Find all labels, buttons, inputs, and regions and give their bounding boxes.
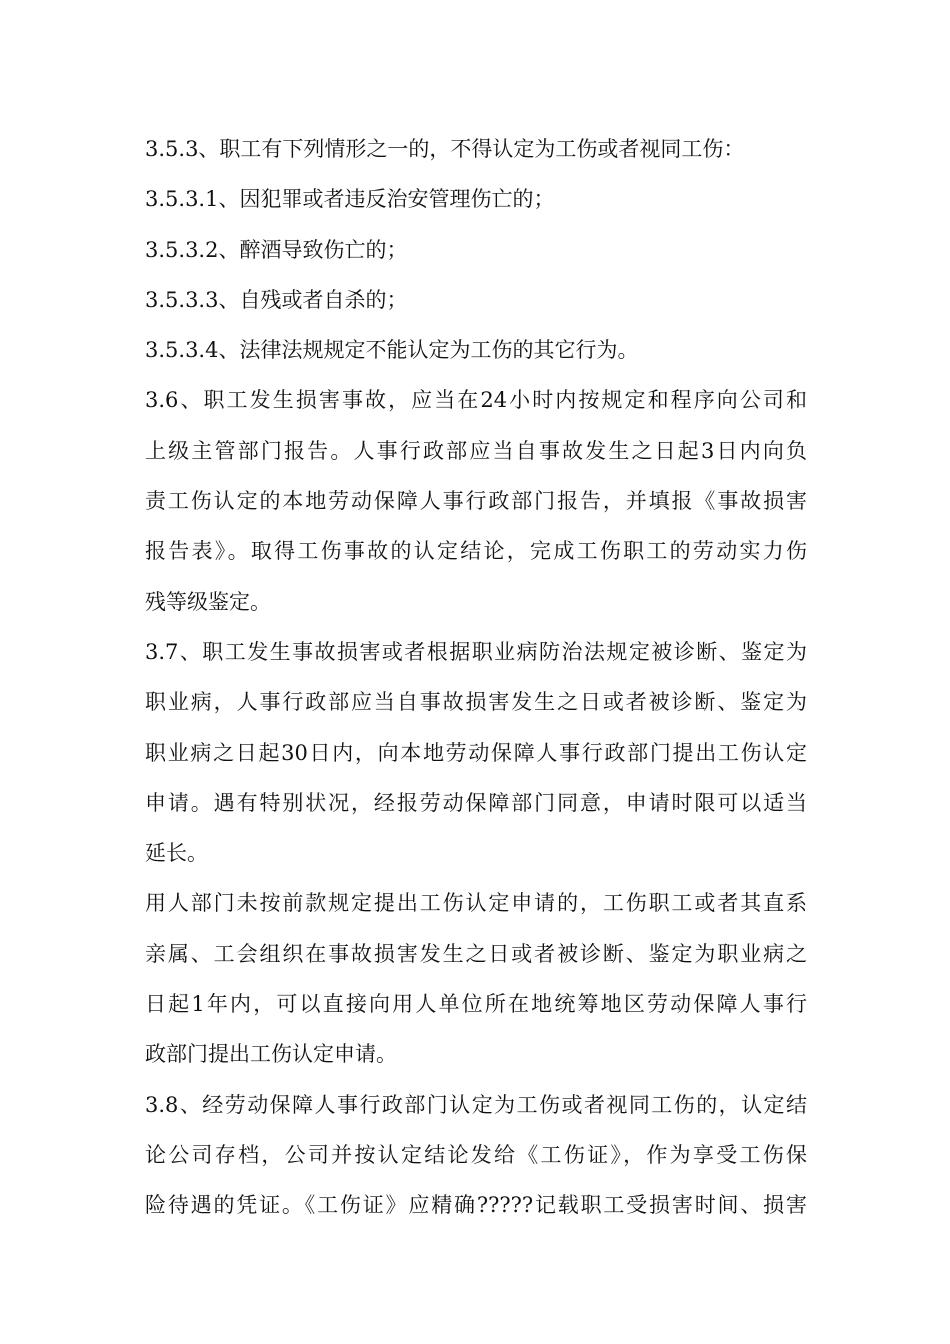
- document-body: [145, 124, 807, 1231]
- text-line: 3.6、职工发生损害事故，应当在24小时内按规定和程序向公司和: [145, 388, 807, 413]
- text-line: 亲属、工会组织在事故损害发生之日或者被诊断、鉴定为职业病之: [145, 941, 807, 966]
- text-line: 职业病，人事行政部应当自事故损害发生之日或者被诊断、鉴定为: [145, 690, 807, 715]
- text-line: 职业病之日起30日内，向本地劳动保障人事行政部门提出工伤认定: [145, 740, 807, 765]
- text-line: 3.5.3.4、法律法规规定不能认定为工伤的其它行为。: [145, 338, 639, 363]
- text-line: 3.5.3.2、醉酒导致伤亡的；: [145, 237, 408, 262]
- text-line: 险待遇的凭证。《工伤证》应精确?????记载职工受损害时间、损害: [145, 1193, 807, 1218]
- text-line: 3.8、经劳动保障人事行政部门认定为工伤或者视同工伤的，认定结: [145, 1092, 807, 1117]
- text-line: 报告表》。取得工伤事故的认定结论，完成工伤职工的劳动实力伤: [145, 539, 807, 564]
- text-line: 论公司存档，公司并按认定结论发给《工伤证》，作为享受工伤保: [145, 1142, 807, 1167]
- text-line: 3.5.3.3、自残或者自杀的；: [145, 287, 408, 312]
- text-line: 申请。遇有特别状况，经报劳动保障部门同意，申请时限可以适当: [145, 790, 807, 815]
- text-line: 3.5.3、职工有下列情形之一的，不得认定为工伤或者视同工伤：: [145, 137, 745, 161]
- text-line: 残等级鉴定。: [145, 589, 271, 614]
- text-line: 责工伤认定的本地劳动保障人事行政部门报告，并填报《事故损害: [145, 489, 807, 514]
- text-line: 日起1年内，可以直接向用人单位所在地统筹地区劳动保障人事行: [145, 992, 807, 1017]
- text-line: 3.5.3.1、因犯罪或者违反治安管理伤亡的；: [145, 187, 555, 212]
- text-line: 政部门提出工伤认定申请。: [145, 1042, 397, 1067]
- text-line: 上级主管部门报告。人事行政部应当自事故发生之日起3日内向负: [145, 438, 807, 463]
- text-line: 3.7、职工发生事故损害或者根据职业病防治法规定被诊断、鉴定为: [145, 639, 807, 664]
- text-line: 延长。: [145, 841, 208, 866]
- text-line: 用人部门未按前款规定提出工伤认定申请的，工伤职工或者其直系: [145, 891, 807, 916]
